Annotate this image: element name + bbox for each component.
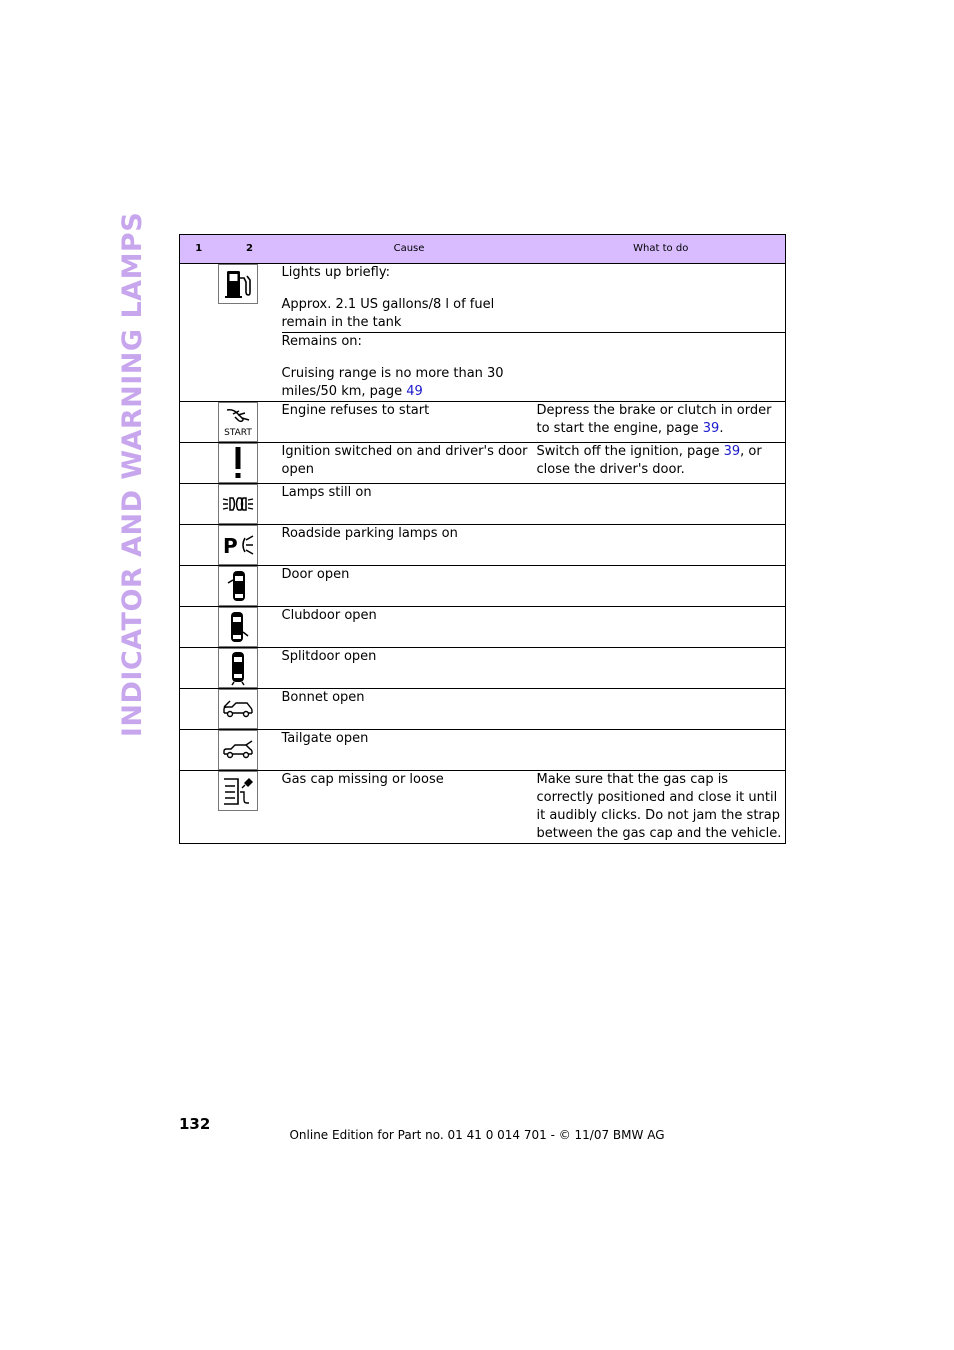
splitdoor-open-icon bbox=[218, 648, 258, 688]
cause-cell: Lamps still on bbox=[282, 484, 537, 525]
parking-lamps-icon bbox=[218, 525, 258, 565]
page-number: 132 bbox=[179, 1115, 211, 1133]
warning-lamps-table bbox=[179, 234, 786, 844]
fuel-pump-icon bbox=[218, 264, 258, 304]
header-col1: 1 bbox=[180, 235, 218, 264]
clubdoor-open-icon bbox=[218, 607, 258, 647]
what-to-do-cell bbox=[537, 264, 786, 333]
page-link[interactable]: 49 bbox=[406, 384, 423, 399]
cause-cell: Clubdoor open bbox=[282, 607, 537, 648]
svg-text:P: P bbox=[222, 534, 238, 558]
table-row bbox=[180, 525, 786, 566]
header-cause: Cause bbox=[282, 235, 537, 264]
cause-cell: Splitdoor open bbox=[282, 648, 537, 689]
table-row bbox=[180, 443, 786, 484]
cause-cell: Remains on: Cruising range is no more than 30 miles/50 km, page 49 bbox=[282, 333, 537, 402]
cause-cell: Ignition switched on and driver's door open bbox=[282, 443, 537, 484]
cause-cell: Bonnet open bbox=[282, 689, 537, 730]
table-row bbox=[180, 689, 786, 730]
header-col2: 2 bbox=[218, 235, 282, 264]
exclamation-icon bbox=[218, 443, 258, 483]
cause-cell: Roadside parking lamps on bbox=[282, 525, 537, 566]
what-to-do-cell bbox=[537, 689, 786, 730]
what-to-do-cell bbox=[537, 333, 786, 402]
table-row bbox=[180, 771, 786, 844]
header-what-to-do: What to do bbox=[537, 235, 786, 264]
table-row bbox=[180, 730, 786, 771]
what-to-do-cell bbox=[537, 607, 786, 648]
side-section-title: INDICATOR AND WARNING LAMPS bbox=[117, 211, 149, 737]
table-row bbox=[180, 484, 786, 525]
table-row bbox=[180, 566, 786, 607]
what-to-do-cell bbox=[537, 648, 786, 689]
page-link[interactable]: 39 bbox=[702, 421, 720, 436]
bonnet-open-icon bbox=[218, 689, 258, 729]
gas-cap-icon bbox=[218, 771, 258, 811]
what-to-do-cell bbox=[537, 566, 786, 607]
what-to-do-cell: Make sure that the gas cap is correctly positioned and close it until it audibly clicks. Do not jam the strap between the gas cap and the vehicle. bbox=[537, 771, 786, 844]
door-open-icon bbox=[218, 566, 258, 606]
cause-cell: Engine refuses to start bbox=[282, 402, 537, 443]
cause-cell: Door open bbox=[282, 566, 537, 607]
lamps-on-icon bbox=[218, 484, 258, 524]
table-row bbox=[180, 402, 786, 443]
cause-cell: Gas cap missing or loose bbox=[282, 771, 537, 844]
what-to-do-cell bbox=[537, 484, 786, 525]
what-to-do-cell: Depress the brake or clutch in order to start the engine, page 39. bbox=[537, 402, 786, 443]
svg-text:START: START bbox=[223, 428, 252, 438]
tailgate-open-icon bbox=[218, 730, 258, 770]
cause-cell: Lights up briefly: Approx. 2.1 US gallons/8 l of fuel remain in the tank bbox=[282, 264, 537, 333]
table-row bbox=[180, 648, 786, 689]
what-to-do-cell: Switch off the ignition, page 39, or close the driver's door. bbox=[537, 443, 786, 484]
start-engine-icon bbox=[218, 402, 258, 442]
table-row bbox=[180, 607, 786, 648]
cause-cell: Tailgate open bbox=[282, 730, 537, 771]
what-to-do-cell bbox=[537, 730, 786, 771]
table-header-row bbox=[180, 235, 786, 264]
table-row bbox=[180, 264, 786, 333]
footer-text: Online Edition for Part no. 01 41 0 014 701 - © 11/07 BMW AG bbox=[289, 1128, 665, 1142]
page-link[interactable]: 39 bbox=[723, 444, 741, 459]
what-to-do-cell bbox=[537, 525, 786, 566]
